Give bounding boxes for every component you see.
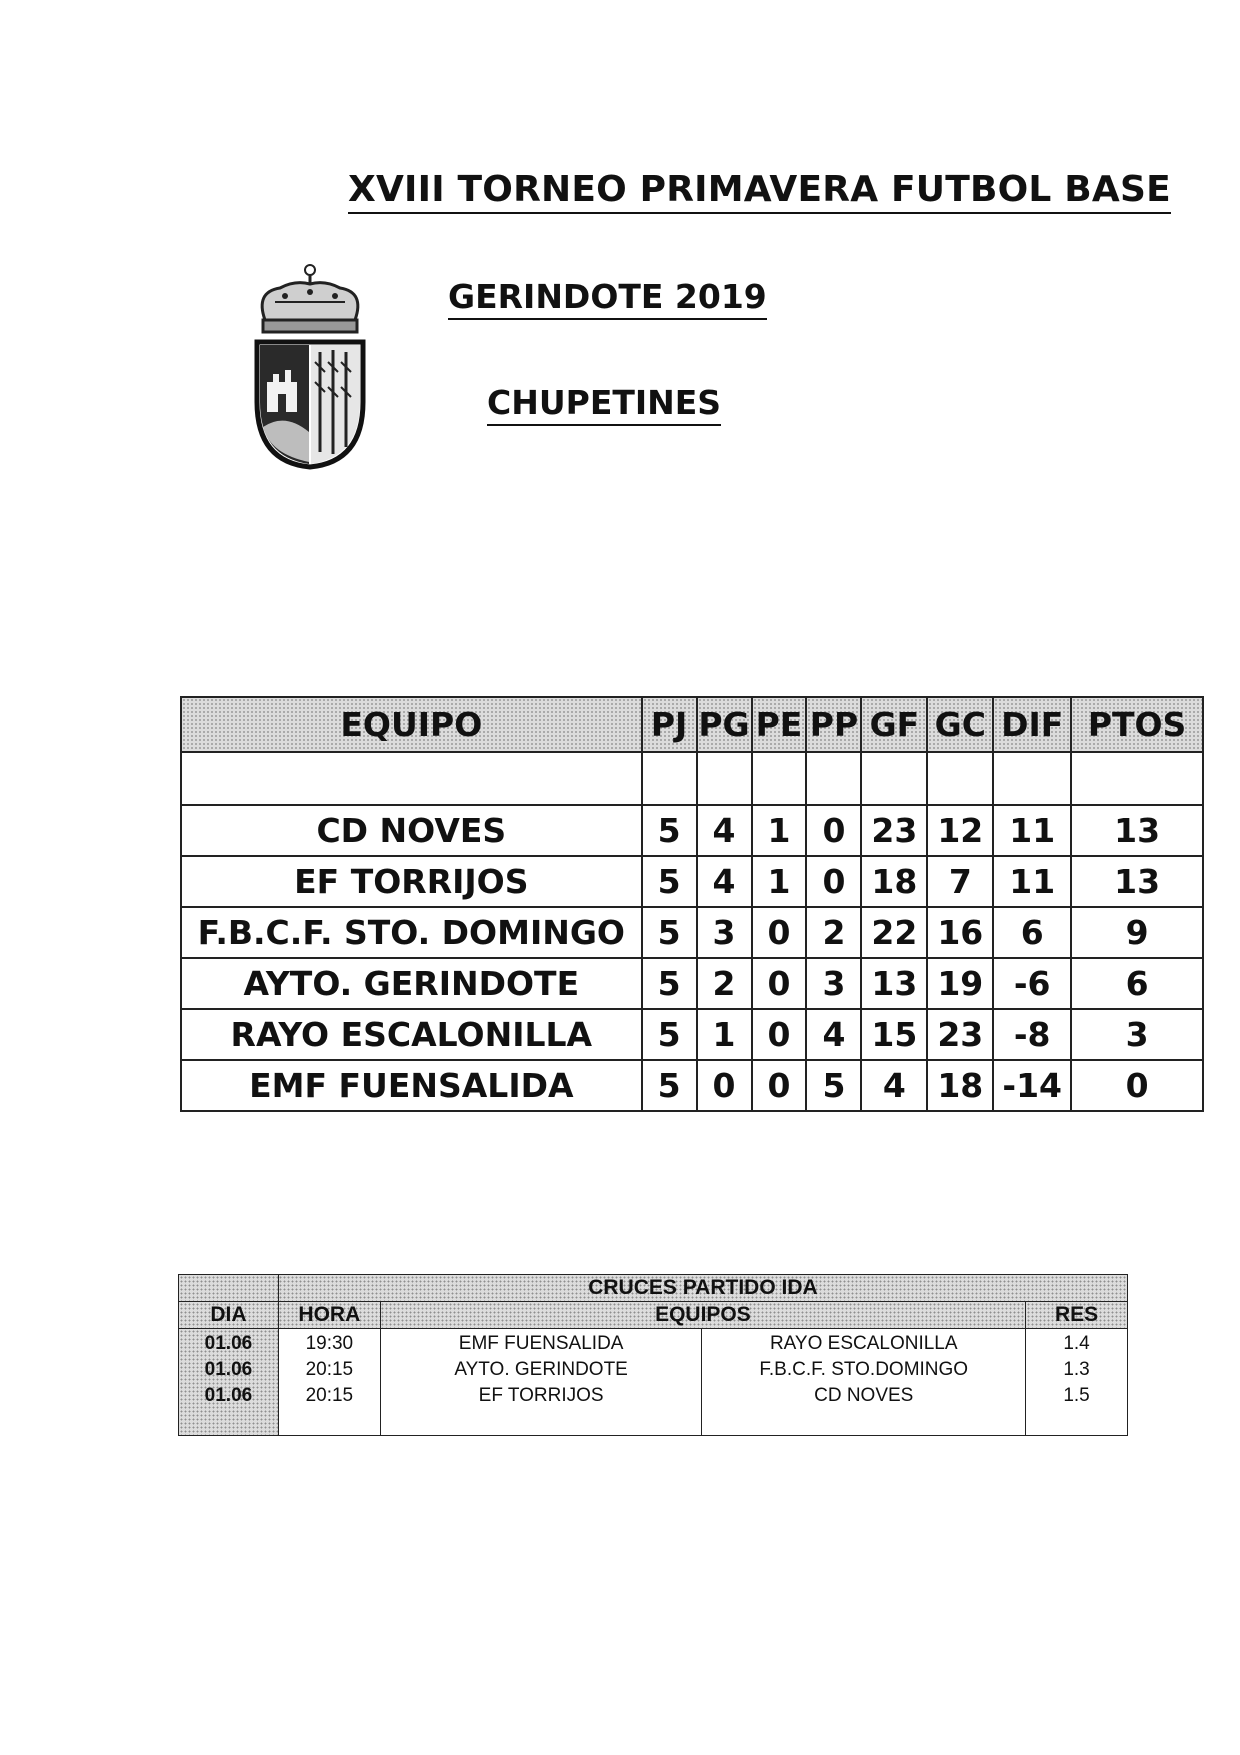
col-header-equipos: EQUIPOS	[380, 1302, 1025, 1329]
stat-pp: 5	[806, 1060, 861, 1111]
stat-ptos: 9	[1071, 907, 1203, 958]
blank-cell	[927, 752, 993, 805]
col-header-res: RES	[1026, 1302, 1128, 1329]
stat-gc: 12	[927, 805, 993, 856]
blank-cell	[752, 752, 807, 805]
stat-pg: 2	[697, 958, 752, 1009]
match-local-team: EF TORRIJOS	[478, 1385, 604, 1406]
match-dia: 01.06	[204, 1333, 253, 1354]
stat-ptos: 3	[1071, 1009, 1203, 1060]
stat-dif: -6	[993, 958, 1071, 1009]
standings-table	[180, 696, 1204, 1112]
col-header-pp: PP	[806, 697, 861, 752]
blank-cell	[697, 752, 752, 805]
coat-of-arms-icon	[245, 262, 375, 472]
table-row	[181, 958, 1203, 1009]
stat-pg: 4	[697, 805, 752, 856]
match-local-team: AYTO. GERINDOTE	[454, 1359, 628, 1380]
dia-column	[179, 1329, 279, 1436]
blank-cell	[181, 752, 642, 805]
match-hora: 19:30	[305, 1333, 354, 1354]
stat-pg: 4	[697, 856, 752, 907]
blank-cell	[642, 752, 697, 805]
stat-dif: -8	[993, 1009, 1071, 1060]
col-header-equipo: EQUIPO	[181, 697, 642, 752]
col-header-gf: GF	[861, 697, 927, 752]
stat-pj: 5	[642, 856, 697, 907]
blank-cell	[1071, 752, 1203, 805]
team-name: F.B.C.F. STO. DOMINGO	[181, 907, 642, 958]
team-name: EMF FUENSALIDA	[181, 1060, 642, 1111]
stat-dif: 11	[993, 805, 1071, 856]
match-dia: 01.06	[204, 1385, 253, 1406]
stat-pe: 1	[752, 856, 807, 907]
col-header-dif: DIF	[993, 697, 1071, 752]
cruces-table	[178, 1274, 1128, 1436]
res-column	[1026, 1329, 1128, 1436]
cruces-title-row	[179, 1275, 1128, 1302]
team-name: EF TORRIJOS	[181, 856, 642, 907]
cruces-title: CRUCES PARTIDO IDA	[278, 1275, 1127, 1302]
team-name: RAYO ESCALONILLA	[181, 1009, 642, 1060]
match-visitor-team: F.B.C.F. STO.DOMINGO	[759, 1359, 969, 1380]
stat-gf: 18	[861, 856, 927, 907]
team-name: CD NOVES	[181, 805, 642, 856]
stat-pe: 0	[752, 958, 807, 1009]
standings-header-row	[181, 697, 1203, 752]
stat-gc: 19	[927, 958, 993, 1009]
corner-cell	[179, 1275, 279, 1302]
match-visitor-team: RAYO ESCALONILLA	[769, 1333, 958, 1354]
stat-pj: 5	[642, 907, 697, 958]
stat-dif: -14	[993, 1060, 1071, 1111]
col-header-hora: HORA	[278, 1302, 380, 1329]
stat-gc: 7	[927, 856, 993, 907]
subtitle-location-year: GERINDOTE 2019	[448, 276, 767, 320]
stat-pe: 0	[752, 907, 807, 958]
local-team-column	[380, 1329, 702, 1436]
match-visitor-team: CD NOVES	[814, 1385, 914, 1406]
stat-ptos: 13	[1071, 805, 1203, 856]
match-dia: 01.06	[204, 1359, 253, 1380]
subtitle-category: CHUPETINES	[487, 382, 721, 426]
match-result: 1.4	[1063, 1333, 1090, 1354]
match-result: 1.5	[1063, 1385, 1090, 1406]
stat-gc: 18	[927, 1060, 993, 1111]
hora-column	[278, 1329, 380, 1436]
stat-gf: 4	[861, 1060, 927, 1111]
stat-gf: 13	[861, 958, 927, 1009]
stat-ptos: 0	[1071, 1060, 1203, 1111]
stat-ptos: 6	[1071, 958, 1203, 1009]
stat-gf: 23	[861, 805, 927, 856]
visitor-team-column	[702, 1329, 1026, 1436]
stat-gc: 16	[927, 907, 993, 958]
stat-pp: 3	[806, 958, 861, 1009]
match-hora: 20:15	[305, 1359, 354, 1380]
match-result: 1.3	[1063, 1359, 1090, 1380]
stat-pp: 4	[806, 1009, 861, 1060]
table-row	[181, 1060, 1203, 1111]
stat-pj: 5	[642, 1009, 697, 1060]
col-header-dia: DIA	[179, 1302, 279, 1329]
col-header-ptos: PTOS	[1071, 697, 1203, 752]
stat-ptos: 13	[1071, 856, 1203, 907]
cruces-header-row	[179, 1302, 1128, 1329]
table-row	[181, 907, 1203, 958]
stat-gf: 15	[861, 1009, 927, 1060]
stat-pg: 0	[697, 1060, 752, 1111]
blank-cell	[806, 752, 861, 805]
stat-pj: 5	[642, 1060, 697, 1111]
stat-pj: 5	[642, 805, 697, 856]
stat-dif: 6	[993, 907, 1071, 958]
stat-gf: 22	[861, 907, 927, 958]
col-header-pe: PE	[752, 697, 807, 752]
stat-pp: 0	[806, 856, 861, 907]
stat-gc: 23	[927, 1009, 993, 1060]
stat-pp: 0	[806, 805, 861, 856]
cruces-body	[179, 1329, 1128, 1436]
stat-pg: 3	[697, 907, 752, 958]
stat-pe: 0	[752, 1009, 807, 1060]
col-header-pg: PG	[697, 697, 752, 752]
stat-pg: 1	[697, 1009, 752, 1060]
col-header-pj: PJ	[642, 697, 697, 752]
col-header-gc: GC	[927, 697, 993, 752]
blank-cell	[993, 752, 1071, 805]
stat-pp: 2	[806, 907, 861, 958]
table-row	[181, 1009, 1203, 1060]
stat-pe: 0	[752, 1060, 807, 1111]
stat-dif: 11	[993, 856, 1071, 907]
match-hora: 20:15	[305, 1385, 354, 1406]
match-local-team: EMF FUENSALIDA	[458, 1333, 624, 1354]
table-row	[181, 805, 1203, 856]
tournament-title: XVIII TORNEO PRIMAVERA FUTBOL BASE	[348, 168, 1171, 214]
blank-row	[181, 752, 1203, 805]
blank-cell	[861, 752, 927, 805]
stat-pj: 5	[642, 958, 697, 1009]
table-row	[181, 856, 1203, 907]
stat-pe: 1	[752, 805, 807, 856]
team-name: AYTO. GERINDOTE	[181, 958, 642, 1009]
